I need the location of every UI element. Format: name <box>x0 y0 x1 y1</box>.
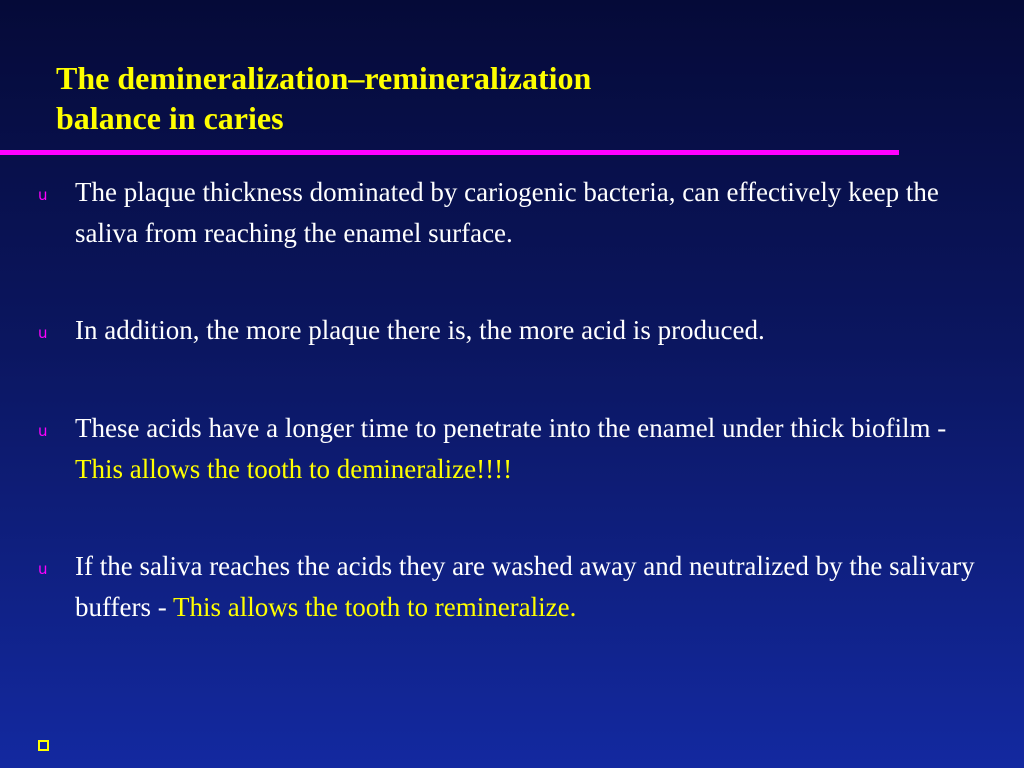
bullet-marker-icon: u <box>38 560 48 578</box>
bullet-body: The plaque thickness dominated by cariogenic bacteria, can effectively keep the saliva from reaching the enamel surface. <box>75 177 939 248</box>
bullet-text <box>75 546 985 628</box>
bullet-marker-icon: u <box>38 324 48 342</box>
bullet-marker-icon: u <box>38 186 48 204</box>
bullet-text <box>75 310 985 351</box>
empty-checkbox-bullet-icon <box>38 740 49 751</box>
title-line-1: The demineralization–remineralization <box>56 60 592 96</box>
bullet-text <box>75 408 985 490</box>
title-divider <box>0 150 899 155</box>
bullet-marker-icon: u <box>38 422 48 440</box>
bullet-body: If the saliva reaches the acids they are washed away and neutralized by the salivary buffers - <box>75 551 975 622</box>
slide-title <box>56 58 896 138</box>
bullet-highlight: This allows the tooth to demineralize!!!! <box>75 454 513 484</box>
bullet-text <box>75 172 985 254</box>
bullet-body: In addition, the more plaque there is, the more acid is produced. <box>75 315 765 345</box>
bullet-body: These acids have a longer time to penetrate into the enamel under thick biofilm - <box>75 413 947 443</box>
bullet-highlight: This allows the tooth to remineralize. <box>172 592 577 622</box>
title-line-2: balance in caries <box>56 100 284 136</box>
